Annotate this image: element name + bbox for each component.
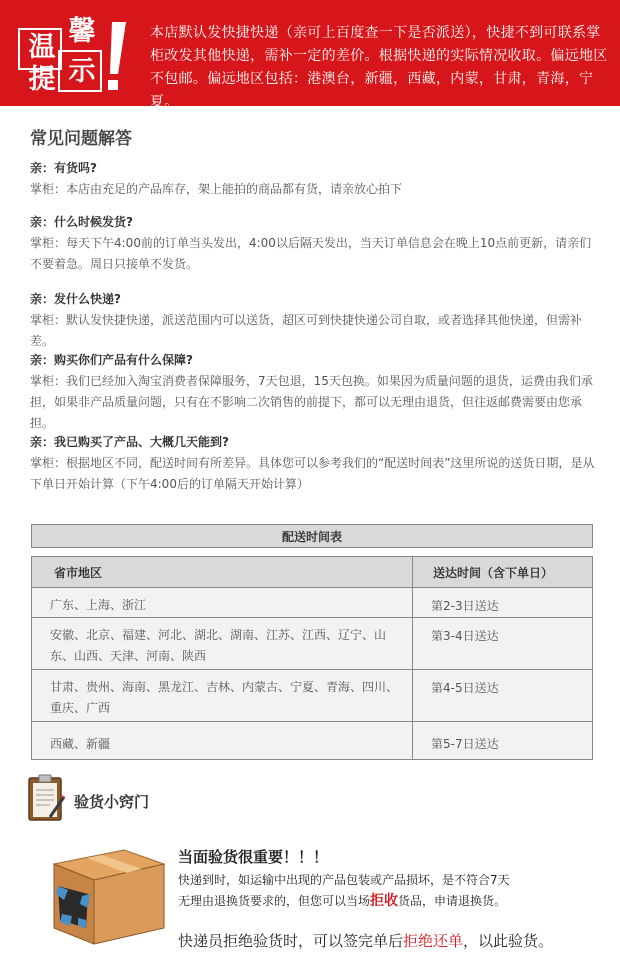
- final-highlight: 拒绝还单: [403, 932, 464, 950]
- time-cell: 第4-5日送达: [413, 670, 593, 722]
- badge-char: 馨: [68, 16, 96, 47]
- faq-question: 亲：购买你们产品有什么保障?: [30, 353, 193, 367]
- table-row: [32, 722, 593, 760]
- banner-text: 本店默认发快捷快递（亲可上百度查一下是否派送），快捷不到可联系掌柜改发其他快递，需补一定的差价。根据快递的实际情况收取。偏远地区不包邮。偏远地区包括：港澳台，新疆，西藏，内蒙，甘肃，青海，宁夏。: [150, 25, 608, 110]
- time-cell: 第5-7日送达: [413, 722, 593, 760]
- inspect-title: 验货小窍门: [74, 793, 150, 811]
- table-row: [32, 618, 593, 670]
- faq-title: 常见问题解答: [30, 129, 132, 149]
- faq-question: 亲：有货吗?: [30, 161, 97, 175]
- faq-answer: 掌柜：根据地区不同，配送时间有所差异。具体您可以参考我们的“配送时间表”这里所说的送货日期，是从下单日开始计算（下午4:00后的订单隔天开始计算）: [30, 456, 595, 491]
- table-title: 配送时间表: [32, 525, 593, 548]
- region-cell: 安徽、北京、福建、河北、湖北、湖南、江苏、江西、辽宁、山东、山西、天津、河南、陕西: [32, 618, 413, 670]
- faq-question: 亲：什么时候发货?: [30, 215, 133, 229]
- notice-title: 当面验货很重要！！！: [178, 848, 329, 866]
- inspect-section-header: [26, 773, 586, 827]
- badge-char: 示: [68, 56, 96, 87]
- notice-banner: [0, 0, 620, 110]
- warm-tip-badge: [18, 14, 128, 94]
- table-header-row: [32, 557, 593, 588]
- faq-question: 亲：我已购买了产品、大概几天能到?: [30, 435, 229, 449]
- time-cell: 第2-3日送达: [413, 588, 593, 618]
- faq-item: [30, 350, 595, 434]
- region-cell: 甘肃、贵州、海南、黑龙江、吉林、内蒙古、宁夏、青海、四川、重庆、广西: [32, 670, 413, 722]
- faq-answer: 掌柜：本店由充足的产品库存，架上能拍的商品都有货，请亲放心拍下: [30, 182, 403, 196]
- table-row: [32, 588, 593, 618]
- delivery-time-table: [31, 524, 593, 760]
- table-row: [32, 670, 593, 722]
- exclamation-icon: [104, 20, 126, 94]
- badge-char: 提: [28, 64, 56, 95]
- notice-text-post: 货品，申请退换货。: [398, 894, 507, 908]
- notice-text-pre: 快递到时，如运输中出现的产品包装或产品损坏，是不符合7天无理由退换货要求的，但您可以当场: [178, 873, 510, 908]
- region-cell: 西藏、新疆: [32, 722, 413, 760]
- final-text-post: ，以此验货。: [463, 932, 554, 950]
- time-cell: 第3-4日送达: [413, 618, 593, 670]
- region-cell: 广东、上海、浙江: [32, 588, 413, 618]
- final-text-pre: 快递员拒绝验货时，可以签完单后: [178, 932, 404, 950]
- faq-answer: 掌柜：每天下午4:00前的订单当头发出，4:00以后隔天发出，当天订单信息会在晚上10点前更新，请亲们不要着急。周日只接单不发货。: [30, 236, 592, 271]
- faq-item: [30, 212, 595, 275]
- clipboard-icon: [26, 773, 66, 823]
- notice-final: [178, 930, 553, 951]
- faq-answer: 掌柜：默认发快捷快递，派送范围内可以送货，超区可到快捷快递公司自取，或者选择其他快递，但需补差。: [30, 313, 583, 348]
- faq-item: [30, 289, 595, 352]
- badge-char: 温: [28, 32, 56, 63]
- damaged-box-icon: [42, 842, 172, 946]
- notice-highlight: 拒收: [370, 893, 399, 909]
- faq-item: [30, 158, 595, 200]
- faq-answer: 掌柜：我们已经加入淘宝消费者保障服务，7天包退，15天包换。如果因为质量问题的退货，运费由我们承担，如果非产品质量问题，只有在不影响二次销售的前提下，都可以无理由退货，但往返邮费需要由您承担。: [30, 374, 593, 430]
- column-header-time: 送达时间（含下单日）: [413, 557, 593, 588]
- faq-item: [30, 432, 595, 495]
- notice-text: [178, 870, 518, 912]
- column-header-region: 省市地区: [32, 557, 413, 588]
- faq-question: 亲：发什么快递?: [30, 292, 121, 306]
